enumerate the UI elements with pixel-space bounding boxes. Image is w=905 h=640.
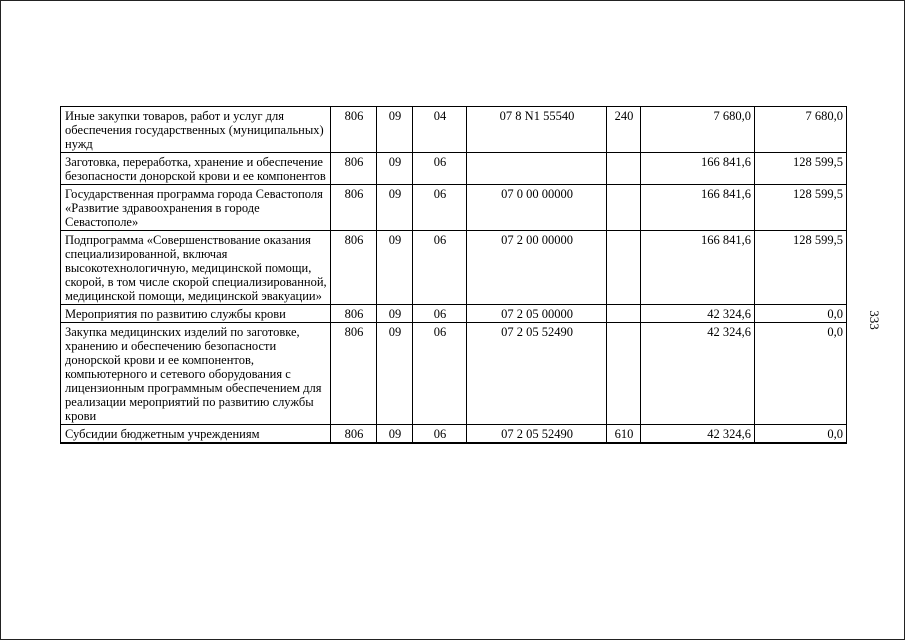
row-name-cell: Подпрограмма «Совершенствование оказания специализированной, включая высокотехнологичную, медицинской помощи, скорой, в том числе скорой специализированной, медицинской помощи, медицинской эвакуации» bbox=[61, 231, 331, 305]
amount-year2-cell: 0,0 bbox=[755, 425, 847, 444]
page-number: 333 bbox=[867, 310, 882, 330]
subsection-code-cell: 06 bbox=[413, 425, 467, 444]
table-row bbox=[61, 153, 847, 185]
expense-type-cell: 610 bbox=[607, 425, 641, 444]
subsection-code-cell: 04 bbox=[413, 107, 467, 153]
target-article-cell: 07 2 05 52490 bbox=[467, 425, 607, 444]
amount-year1-cell: 166 841,6 bbox=[641, 153, 755, 185]
row-name-cell: Иные закупки товаров, работ и услуг для обеспечения государственных (муниципальных) нужд bbox=[61, 107, 331, 153]
row-name-cell: Мероприятия по развитию службы крови bbox=[61, 305, 331, 323]
amount-year2-cell: 128 599,5 bbox=[755, 231, 847, 305]
section-code-cell: 09 bbox=[377, 425, 413, 444]
admin-code-cell: 806 bbox=[331, 107, 377, 153]
subsection-code-cell: 06 bbox=[413, 305, 467, 323]
table-row bbox=[61, 323, 847, 425]
subsection-code-cell: 06 bbox=[413, 153, 467, 185]
amount-year2-cell: 128 599,5 bbox=[755, 153, 847, 185]
table-row bbox=[61, 305, 847, 323]
section-code-cell: 09 bbox=[377, 231, 413, 305]
amount-year1-cell: 42 324,6 bbox=[641, 323, 755, 425]
section-code-cell: 09 bbox=[377, 323, 413, 425]
expense-type-cell bbox=[607, 153, 641, 185]
amount-year1-cell: 42 324,6 bbox=[641, 425, 755, 444]
amount-year1-cell: 7 680,0 bbox=[641, 107, 755, 153]
amount-year1-cell: 166 841,6 bbox=[641, 185, 755, 231]
amount-year2-cell: 0,0 bbox=[755, 323, 847, 425]
target-article-cell: 07 2 05 52490 bbox=[467, 323, 607, 425]
expense-type-cell bbox=[607, 231, 641, 305]
admin-code-cell: 806 bbox=[331, 153, 377, 185]
subsection-code-cell: 06 bbox=[413, 323, 467, 425]
table-row bbox=[61, 185, 847, 231]
row-name-cell: Субсидии бюджетным учреждениям bbox=[61, 425, 331, 444]
table-row bbox=[61, 231, 847, 305]
section-code-cell: 09 bbox=[377, 305, 413, 323]
row-name-cell: Заготовка, переработка, хранение и обеспечение безопасности донорской крови и ее компонентов bbox=[61, 153, 331, 185]
expense-type-cell bbox=[607, 305, 641, 323]
target-article-cell: 07 0 00 00000 bbox=[467, 185, 607, 231]
table-row bbox=[61, 425, 847, 444]
target-article-cell bbox=[467, 153, 607, 185]
admin-code-cell: 806 bbox=[331, 305, 377, 323]
section-code-cell: 09 bbox=[377, 153, 413, 185]
row-name-cell: Закупка медицинских изделий по заготовке, хранению и обеспечению безопасности донорской крови и ее компонентов, компьютерного и сетевого оборудования с лицензионным программным обеспечением для реализации мероприятий по развитию службы крови bbox=[61, 323, 331, 425]
amount-year2-cell: 128 599,5 bbox=[755, 185, 847, 231]
expense-type-cell: 240 bbox=[607, 107, 641, 153]
table-body bbox=[61, 107, 847, 444]
expense-type-cell bbox=[607, 185, 641, 231]
admin-code-cell: 806 bbox=[331, 185, 377, 231]
subsection-code-cell: 06 bbox=[413, 231, 467, 305]
amount-year1-cell: 42 324,6 bbox=[641, 305, 755, 323]
target-article-cell: 07 8 N1 55540 bbox=[467, 107, 607, 153]
budget-table bbox=[60, 106, 847, 444]
target-article-cell: 07 2 05 00000 bbox=[467, 305, 607, 323]
amount-year2-cell: 7 680,0 bbox=[755, 107, 847, 153]
section-code-cell: 09 bbox=[377, 107, 413, 153]
amount-year1-cell: 166 841,6 bbox=[641, 231, 755, 305]
amount-year2-cell: 0,0 bbox=[755, 305, 847, 323]
subsection-code-cell: 06 bbox=[413, 185, 467, 231]
expense-type-cell bbox=[607, 323, 641, 425]
target-article-cell: 07 2 00 00000 bbox=[467, 231, 607, 305]
table-row bbox=[61, 107, 847, 153]
row-name-cell: Государственная программа города Севастополя «Развитие здравоохранения в городе Севастополе» bbox=[61, 185, 331, 231]
admin-code-cell: 806 bbox=[331, 425, 377, 444]
section-code-cell: 09 bbox=[377, 185, 413, 231]
admin-code-cell: 806 bbox=[331, 323, 377, 425]
admin-code-cell: 806 bbox=[331, 231, 377, 305]
